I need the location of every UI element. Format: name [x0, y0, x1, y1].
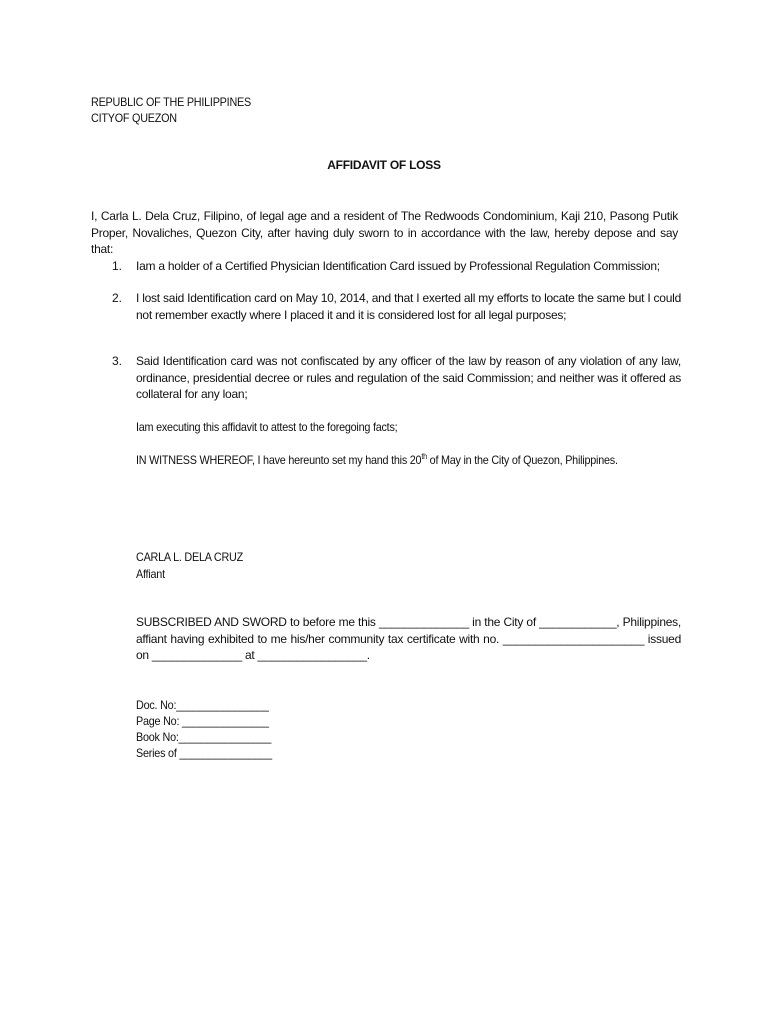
item-text-3: Said Identification card was not confiscated by any officer of the law by reason of any violation of any law, ordinance, presidential decree or rules and regulation of the said Commission; and neither was it offered as collateral for any loan;	[136, 354, 681, 401]
item-number-3: 3.	[112, 354, 123, 368]
item-number-1: 1.	[112, 259, 123, 273]
witness-day-suffix: th	[421, 452, 427, 461]
item-text-1: Iam a holder of a Certified Physician Identification Card issued by Professional Regulation Commission;	[136, 259, 660, 273]
witness-text-start: IN WITNESS WHEREOF, I have hereunto set my hand this 20	[136, 453, 422, 467]
item-number-2: 2.	[112, 291, 123, 305]
intro-paragraph: I, Carla L. Dela Cruz, Filipino, of legal age and a resident of The Redwoods Condominium, Kaji 210, Pasong Putik Proper, Novaliches, Quezon City, after having duly sworn to in accordance with the law, hereby depose and say that:	[91, 209, 678, 256]
item-text-2: I lost said Identification card on May 10, 2014, and that I exerted all my efforts to locate the same but I could not remember exactly where I placed it and it is considered lost for all legal purposes;	[136, 291, 681, 322]
series-line: Series of ________________	[136, 746, 272, 760]
document-title: AFFIDAVIT OF LOSS	[327, 158, 441, 172]
header-city: CITYOF QUEZON	[91, 111, 177, 125]
affiant-role: Affiant	[136, 567, 165, 581]
header-republic: REPUBLIC OF THE PHILIPPINES	[91, 95, 251, 109]
doc-number-line: Doc. No:________________	[136, 698, 269, 712]
subscribed-paragraph: SUBSCRIBED AND SWORD to before me this ______________ in the City of ____________, Philippines, affiant having exhibited to me his/her community tax certificate with no. ______________________ issued on ______________ at _________________.	[136, 615, 681, 662]
page-number-line: Page No: _______________	[136, 714, 269, 728]
book-number-line: Book No:________________	[136, 730, 272, 744]
witness-statement	[136, 452, 618, 469]
affiant-name: CARLA L. DELA CRUZ	[136, 550, 243, 564]
executing-statement: Iam executing this affidavit to attest to the foregoing facts;	[136, 420, 398, 434]
witness-text-end: of May in the City of Quezon, Philippines.	[426, 453, 618, 467]
